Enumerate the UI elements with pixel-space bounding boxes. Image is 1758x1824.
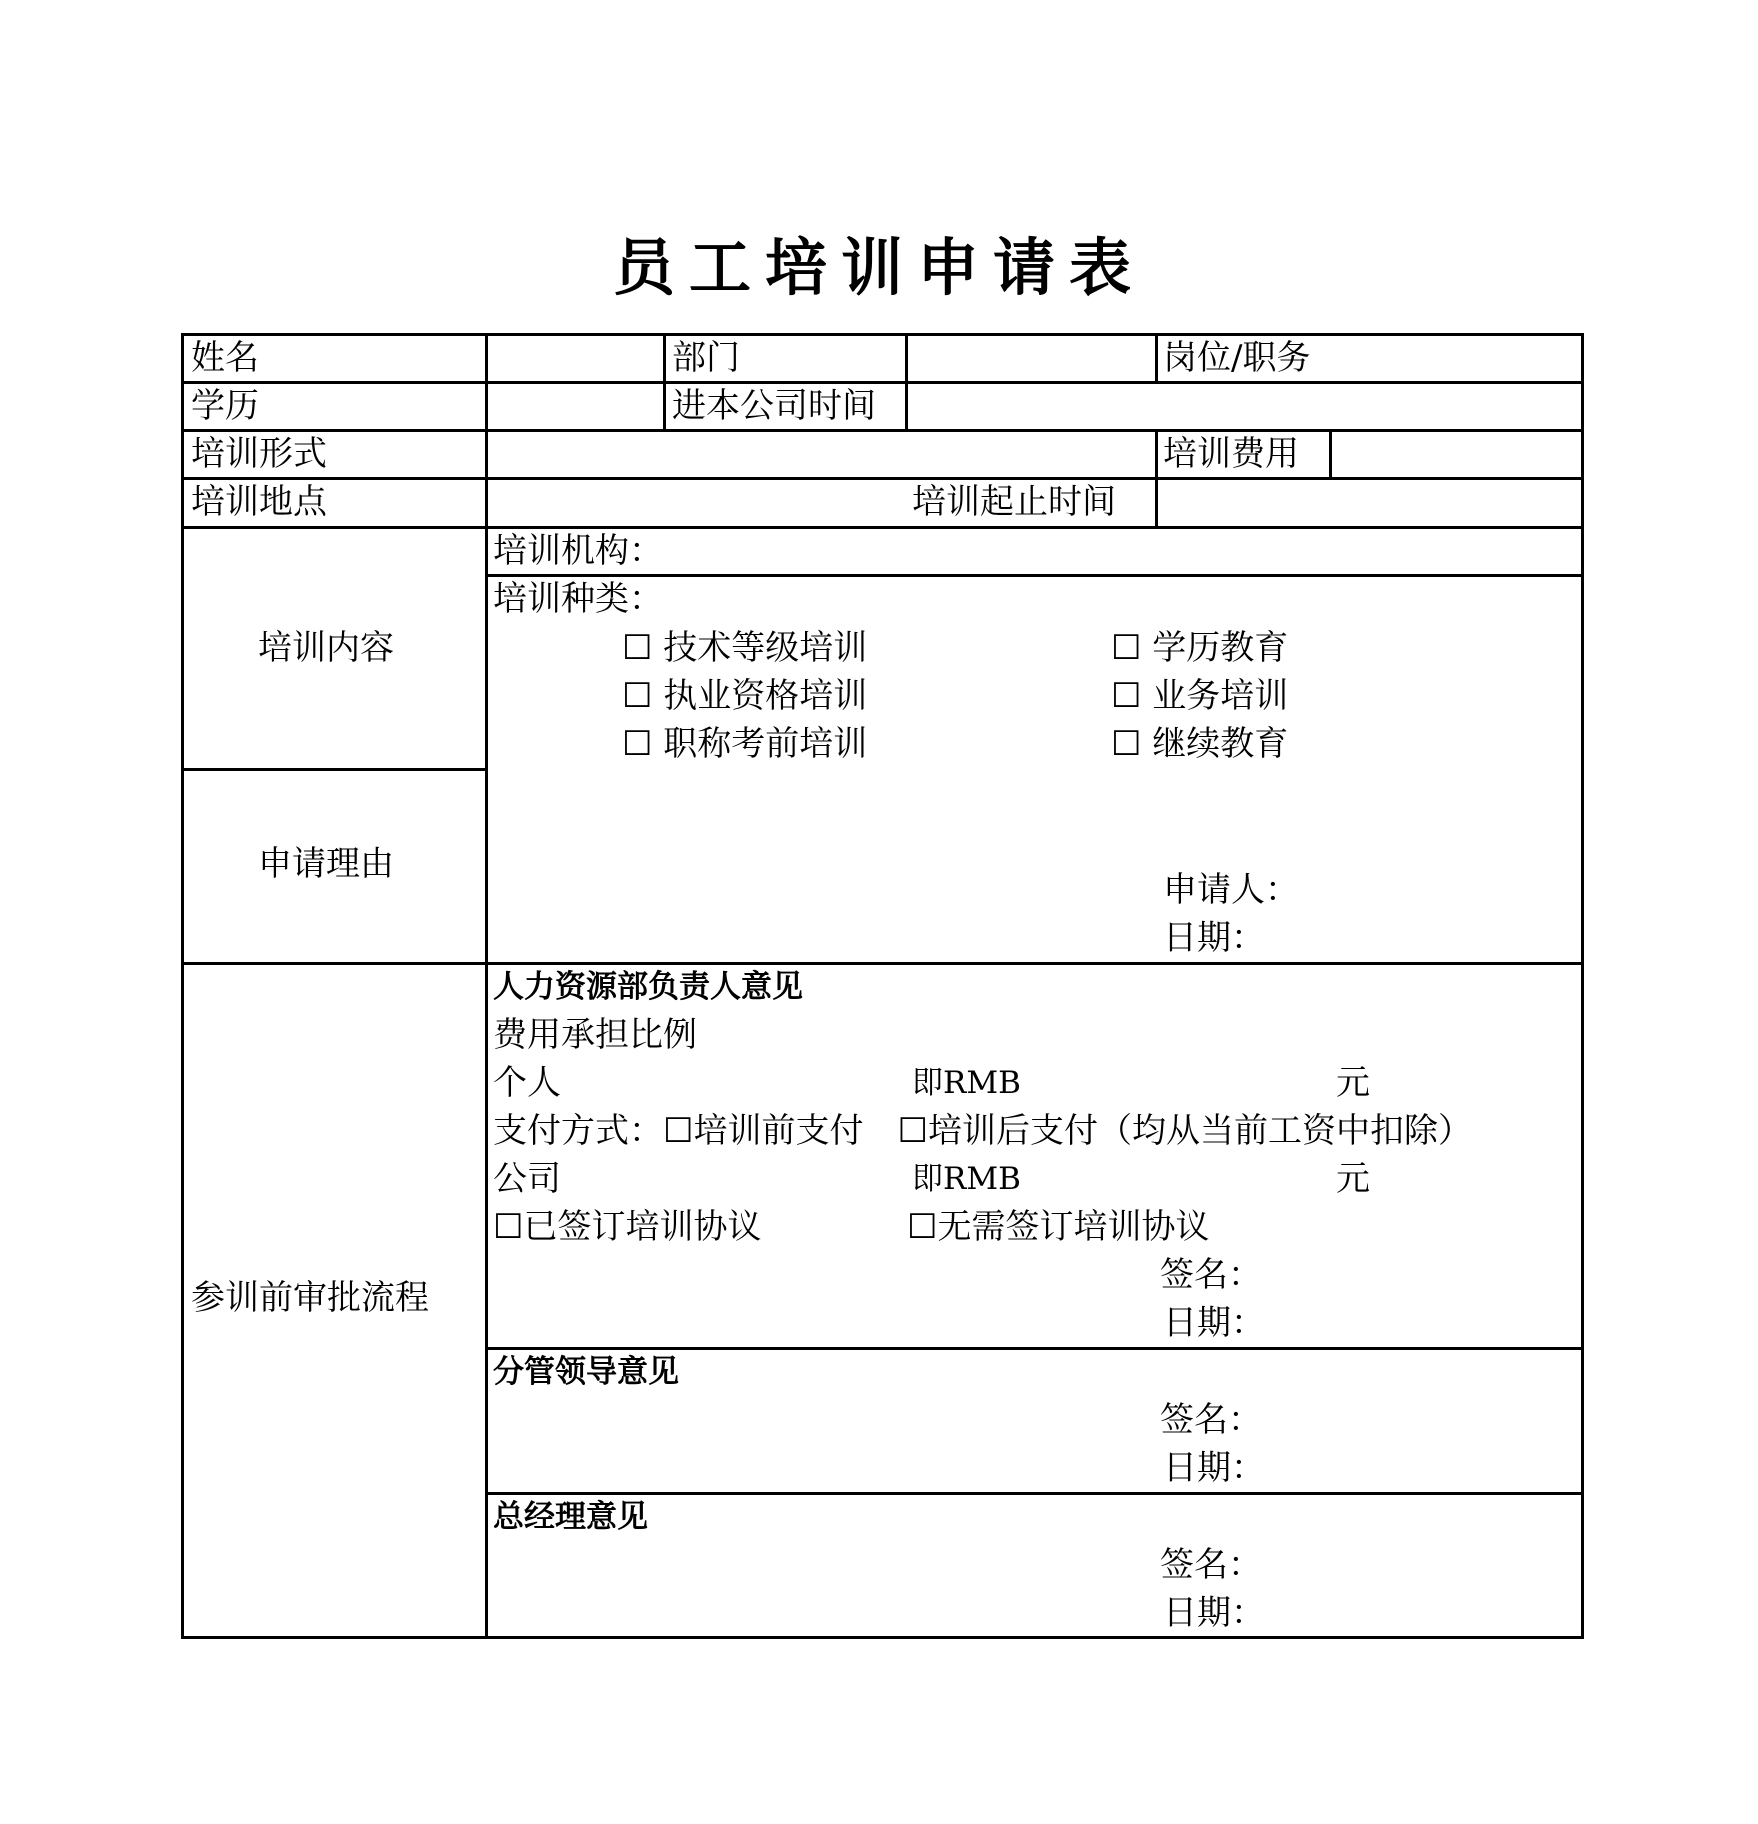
leader-date-label: 日期： [1163, 1448, 1265, 1488]
gm-sign-label: 签名： [1160, 1545, 1262, 1585]
reason-section-label: 申请理由 [258, 844, 394, 884]
col-line-cost [1155, 429, 1158, 526]
position-label: 岗位/职务 [1163, 338, 1311, 378]
personal-rmb-label: 即RMB [912, 1065, 1021, 1101]
join-date-label: 进本公司时间 [672, 386, 876, 426]
period-label: 培训起止时间 [912, 482, 1116, 522]
reason-date-label: 日期： [1163, 918, 1265, 958]
row-line-gm [487, 1492, 1584, 1495]
row-line-approval [181, 962, 1584, 965]
applicant-label: 申请人： [1163, 870, 1299, 910]
location-label: 培训地点 [191, 482, 327, 522]
personal-yuan-label: 元 [1336, 1063, 1370, 1103]
form-title: 员工培训申请表 [612, 231, 1145, 304]
option-professional-qualification[interactable]: ☐ 执业资格培训 [622, 676, 868, 716]
no-agreement-option[interactable]: ☐无需签订培训协议 [907, 1207, 1210, 1247]
cost-share-label: 费用承担比例 [493, 1015, 697, 1055]
gm-date-label: 日期： [1163, 1593, 1265, 1633]
option-academic-education[interactable]: ☐ 学历教育 [1111, 628, 1289, 668]
border-top [181, 333, 1584, 336]
cost-label: 培训费用 [1163, 434, 1299, 474]
signed-agreement-option[interactable]: ☐已签订培训协议 [493, 1207, 762, 1247]
education-label: 学历 [191, 386, 259, 426]
row-line-3 [181, 477, 1584, 480]
institution-label: 培训机构： [493, 531, 663, 571]
col-line-dept-value [905, 333, 908, 429]
option-title-exam-prep[interactable]: ☐ 职称考前培训 [622, 724, 868, 764]
approval-section-label: 参训前审批流程 [191, 1278, 429, 1318]
hr-heading: 人力资源部负责人意见 [493, 969, 803, 1005]
option-continuing-education[interactable]: ☐ 继续教育 [1111, 724, 1289, 764]
company-label: 公司 [493, 1159, 561, 1199]
name-label: 姓名 [191, 338, 259, 378]
dept-label: 部门 [672, 338, 740, 378]
row-line-4 [181, 526, 1584, 529]
gm-heading: 总经理意见 [493, 1499, 648, 1535]
col-line-position [1155, 333, 1158, 381]
leader-sign-label: 签名： [1160, 1400, 1262, 1440]
col-line-label [485, 333, 488, 1639]
payment-method-line[interactable]: 支付方式：☐培训前支付 ☐培训后支付（均从当前工资中扣除） [493, 1111, 1472, 1151]
border-left [181, 333, 184, 1639]
col-line-cost-value [1329, 429, 1332, 477]
border-bottom [181, 1636, 1584, 1639]
col-line-name-dept [663, 333, 666, 429]
format-label: 培训形式 [191, 434, 327, 474]
personal-label: 个人 [493, 1063, 561, 1103]
content-section-label: 培训内容 [258, 628, 394, 668]
row-line-2 [181, 429, 1584, 432]
border-right [1581, 333, 1584, 1639]
hr-date-label: 日期： [1163, 1303, 1265, 1343]
hr-sign-label: 签名： [1160, 1255, 1262, 1295]
row-line-content-reason [181, 768, 487, 771]
row-line-1 [181, 381, 1584, 384]
option-technical-grade[interactable]: ☐ 技术等级培训 [622, 628, 868, 668]
option-business-training[interactable]: ☐ 业务培训 [1111, 676, 1289, 716]
company-yuan-label: 元 [1336, 1159, 1370, 1199]
company-rmb-label: 即RMB [912, 1161, 1021, 1197]
category-label: 培训种类： [493, 579, 663, 619]
leader-heading: 分管领导意见 [493, 1354, 679, 1390]
